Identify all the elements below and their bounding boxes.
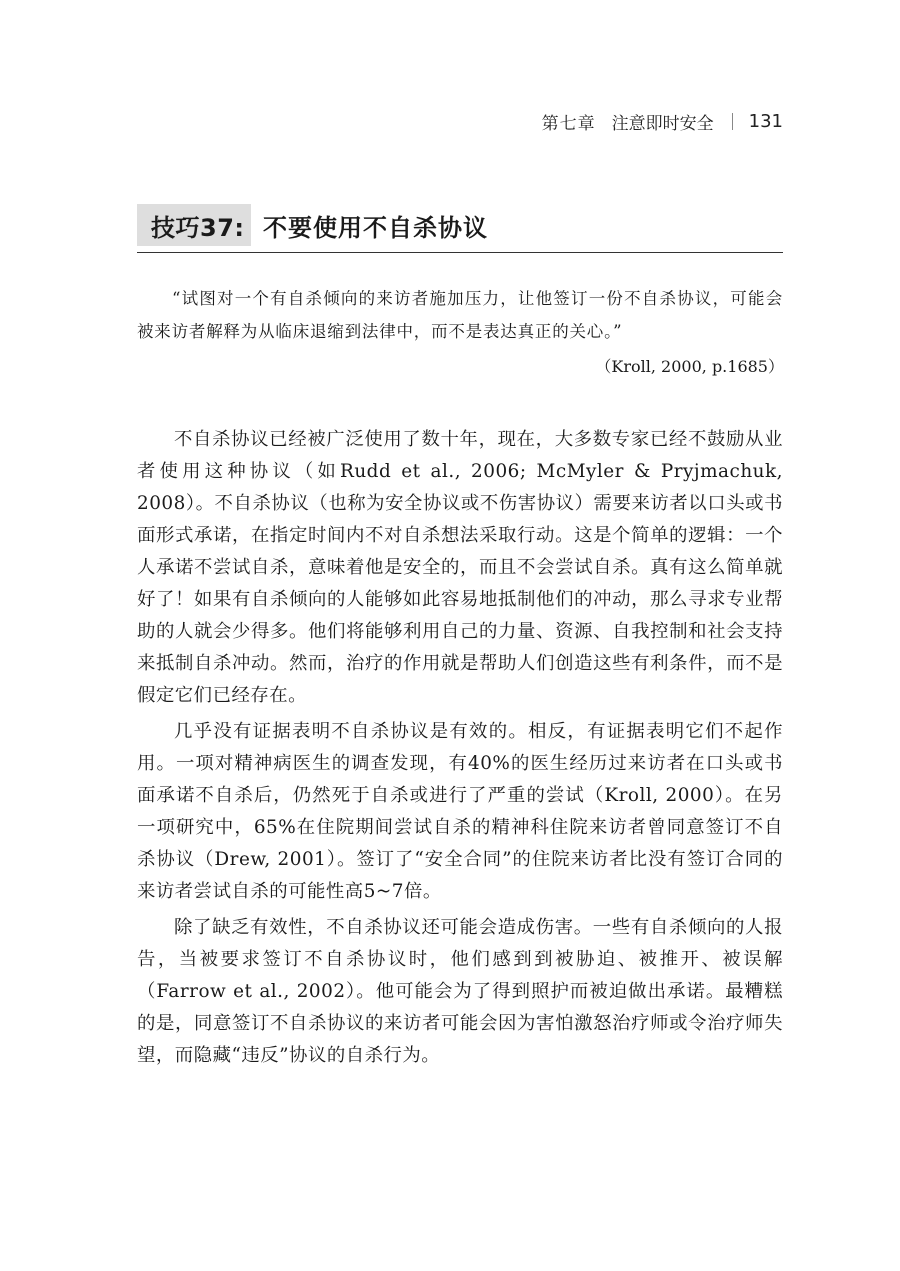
header-divider: [732, 113, 733, 130]
technique-tag: 技巧37:: [137, 204, 251, 246]
body-text: [137, 424, 783, 1076]
epigraph-quote: “试图对一个有自杀倾向的来访者施加压力，让他签订一份不自杀协议，可能会被来访者解释为从临床退缩到法律中，而不是表达真正的关心。”: [137, 289, 783, 341]
paragraph-1: 不自杀协议已经被广泛使用了数十年，现在，大多数专家已经不鼓励从业者使用这种协议（如Rudd et al., 2006; McMyler & Pryjmachuk, 2008）。不自杀协议（也称为安全协议或不伤害协议）需要来访者以口头或书面形式承诺，在指定时间内不对自杀想法采取行动。这是个简单的逻辑：一个人承诺不尝试自杀，意味着他是安全的，而且不会尝试自杀。真有这么简单就好了！如果有自杀倾向的人能够如此容易地抵制他们的冲动，那么寻求专业帮助的人就会少得多。他们将能够利用自己的力量、资源、自我控制和社会支持来抵制自杀冲动。然而，治疗的作用就是帮助人们创造这些有利条件，而不是假定它们已经存在。: [137, 429, 783, 706]
epigraph-citation: （Kroll, 2000, p.1685）: [595, 357, 784, 376]
paragraph-3: 除了缺乏有效性，不自杀协议还可能会造成伤害。一些有自杀倾向的人报告，当被要求签订不自杀协议时，他们感到到被胁迫、被推开、被误解（Farrow et al., 2002）。他可能会为了得到照护而被迫做出承诺。最糟糕的是，同意签订不自杀协议的来访者可能会因为害怕激怒治疗师或令治疗师失望，而隐藏“违反”协议的自杀行为。: [137, 917, 783, 1066]
running-header: [542, 109, 783, 134]
chapter-title: 注意即时安全: [611, 114, 714, 134]
epigraph: [137, 282, 783, 383]
paragraph-2: 几乎没有证据表明不自杀协议是有效的。相反，有证据表明它们不起作用。一项对精神病医生的调查发现，有40%的医生经历过来访者在口头或书面承诺不自杀后，仍然死于自杀或进行了严重的尝试（Kroll, 2000）。在另一项研究中，65%在住院期间尝试自杀的精神科住院来访者曾同意签订不自杀协议（Drew, 2001）。签订了“安全合同”的住院来访者比没有签订合同的来访者尝试自杀的可能性高5~7倍。: [137, 721, 783, 902]
page-number: 131: [748, 111, 783, 132]
section-heading: [137, 204, 783, 253]
chapter-label: 第七章: [541, 114, 596, 134]
section-title: 不要使用不自杀协议: [263, 213, 488, 242]
